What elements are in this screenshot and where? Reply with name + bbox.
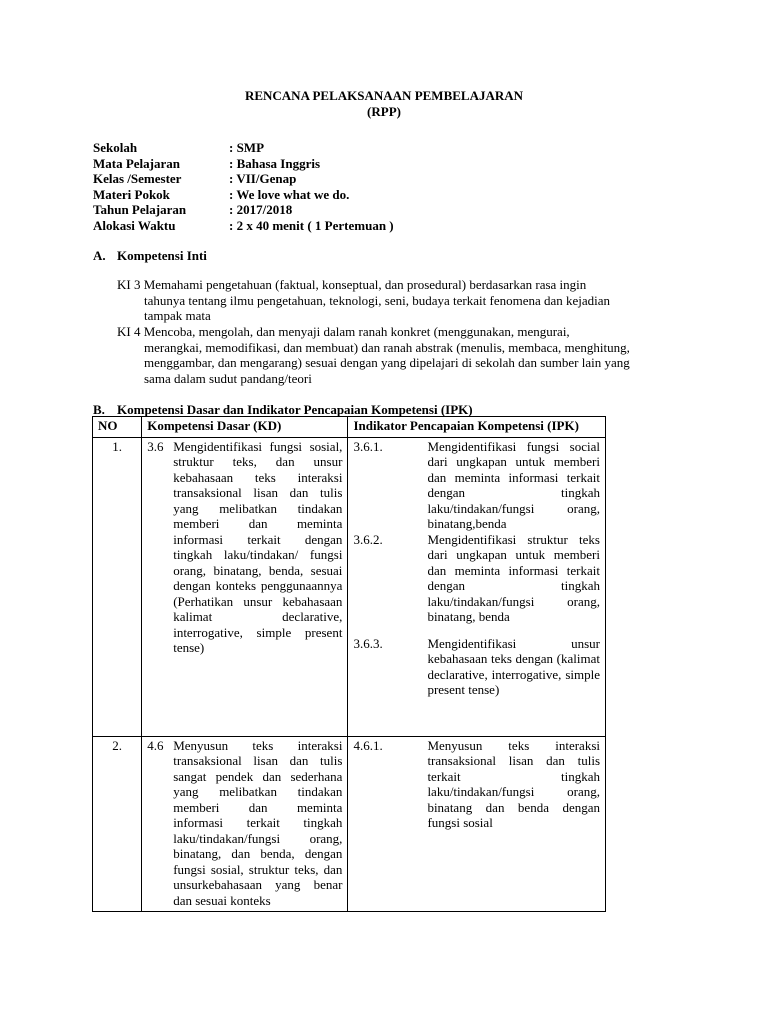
ipk-description: Mengidentifikasi unsur kebahasaan teks dengan (kalimat declarative, interrogative, simple present tense) xyxy=(427,635,600,697)
kd-cell xyxy=(142,437,348,736)
document-subtitle: (RPP) xyxy=(367,104,401,119)
identity-row-mata-pelajaran xyxy=(93,156,394,172)
ipk-description: Mengidentifikasi struktur teks dari ungkapan untuk memberi dan meminta informasi terkait dengan tingkah laku/tindakan/fungsi orang, binatang, benda xyxy=(427,531,600,624)
kd-description: Mengidentifikasi fungsi sosial, struktur teks, dan unsur kebahasaan teks interaksi transaksional lisan dan tulis yang melibatkan tindakan memberi dan meminta informasi terkait dengan tingkah laku/tindakan/ fungsi orang, binatang, benda, sesuai dengan konteks penggunaannya (Perhatikan unsur kebahasaan kalimat declarative, interrogative, simple present tense) xyxy=(173,438,343,655)
ipk-cell xyxy=(348,736,606,912)
ipk-description: Mengidentifikasi fungsi social dari ungkapan untuk memberi dan meminta informasi terkait dengan tingkah laku/tindakan/fungsi orang, binatang,benda xyxy=(427,438,600,531)
table-header-row xyxy=(93,417,606,438)
identity-label: Alokasi Waktu xyxy=(93,217,176,233)
identity-label: Sekolah xyxy=(93,140,138,155)
ki-4-paragraph xyxy=(117,324,647,386)
ipk-cell xyxy=(348,437,606,736)
kd-description: Menyusun teks interaksi transaksional lisan dan tulis sangat pendek dan sederhana yang melibatkan tindakan memberi dan meminta informasi terkait tingkah laku/tindakan/fungsi orang, binatang, dan benda, dengan fungsi sosial, struktur teks, dan unsurkebahasaan yang benar dan sesuai konteks xyxy=(173,737,343,908)
identity-value: : 2017/2018 xyxy=(229,202,293,217)
identity-value: : 2 x 40 menit ( 1 Pertemuan ) xyxy=(229,217,394,233)
identity-value: : Bahasa Inggris xyxy=(229,155,321,171)
header-no: NO xyxy=(93,417,142,438)
ipk-code: 3.6.2. xyxy=(353,531,383,547)
ipk-item xyxy=(353,532,600,625)
identity-block xyxy=(93,140,394,233)
identity-row-sekolah xyxy=(93,140,394,156)
ipk-item xyxy=(353,636,600,698)
ki-3-continuation: tahunya tentang ilmu pengetahuan, teknologi, seni, budaya terkait fenomena dan kejadian tampak mata xyxy=(144,292,611,323)
row-number: 2. xyxy=(93,736,142,912)
section-number: B. xyxy=(93,402,105,417)
header-kd: Kompetensi Dasar (KD) xyxy=(142,417,348,438)
identity-row-materi-pokok xyxy=(93,187,394,203)
kd-cell xyxy=(142,736,348,912)
identity-label: Materi Pokok xyxy=(93,186,170,202)
identity-value: : SMP xyxy=(229,140,265,155)
kd-code: 3.6 xyxy=(147,438,164,454)
identity-label: Kelas /Semester xyxy=(93,171,182,186)
header-ipk: Indikator Pencapaian Kompetensi (IPK) xyxy=(348,417,606,438)
ipk-description: Menyusun teks interaksi transaksional lisan dan tulis terkait tingkah laku/tindakan/fungsi orang, binatang dan benda dengan fungsi sosial xyxy=(427,737,600,830)
document-title: RENCANA PELAKSANAAN PEMBELAJARAN xyxy=(244,88,524,103)
identity-label: Tahun Pelajaran xyxy=(93,202,187,217)
identity-row-tahun-pelajaran xyxy=(93,202,394,218)
ki-3-paragraph xyxy=(117,277,647,324)
section-title: Kompetensi Dasar dan Indikator Pencapaian Kompetensi (IPK) xyxy=(117,402,473,417)
ki-3-lead: KI 3 Memahami pengetahuan (faktual, konseptual, dan prosedural) berdasarkan rasa ingin xyxy=(117,277,587,292)
row-number: 1. xyxy=(93,437,142,736)
section-title: Kompetensi Inti xyxy=(117,248,207,263)
table-row xyxy=(93,736,606,912)
section-number: A. xyxy=(93,248,106,263)
ipk-item xyxy=(353,439,600,532)
ipk-code: 3.6.3. xyxy=(353,635,383,651)
ki-4-continuation: merangkai, memodifikasi, dan membuat) dan ranah abstrak (menulis, membaca, menghitung, menggambar, dan mengarang) sesuai dengan yang dipelajari di sekolah dan sumber lain yang sama dalam sudut pandang/teori xyxy=(144,339,630,386)
section-a-heading xyxy=(93,248,207,264)
ki-4-lead: KI 4 Mencoba, mengolah, dan menyaji dalam ranah konkret (menggunakan, mengurai, xyxy=(117,324,570,339)
competency-table xyxy=(92,416,606,912)
identity-label: Mata Pelajaran xyxy=(93,155,181,171)
identity-value: : We love what we do. xyxy=(229,186,350,202)
identity-row-alokasi-waktu xyxy=(93,218,394,234)
kd-code: 4.6 xyxy=(147,737,164,753)
identity-row-kelas-semester xyxy=(93,171,394,187)
identity-value: : VII/Genap xyxy=(229,171,297,186)
ipk-item xyxy=(353,738,600,831)
table-row xyxy=(93,437,606,736)
ipk-code: 3.6.1. xyxy=(353,438,383,454)
ipk-code: 4.6.1. xyxy=(353,737,383,753)
